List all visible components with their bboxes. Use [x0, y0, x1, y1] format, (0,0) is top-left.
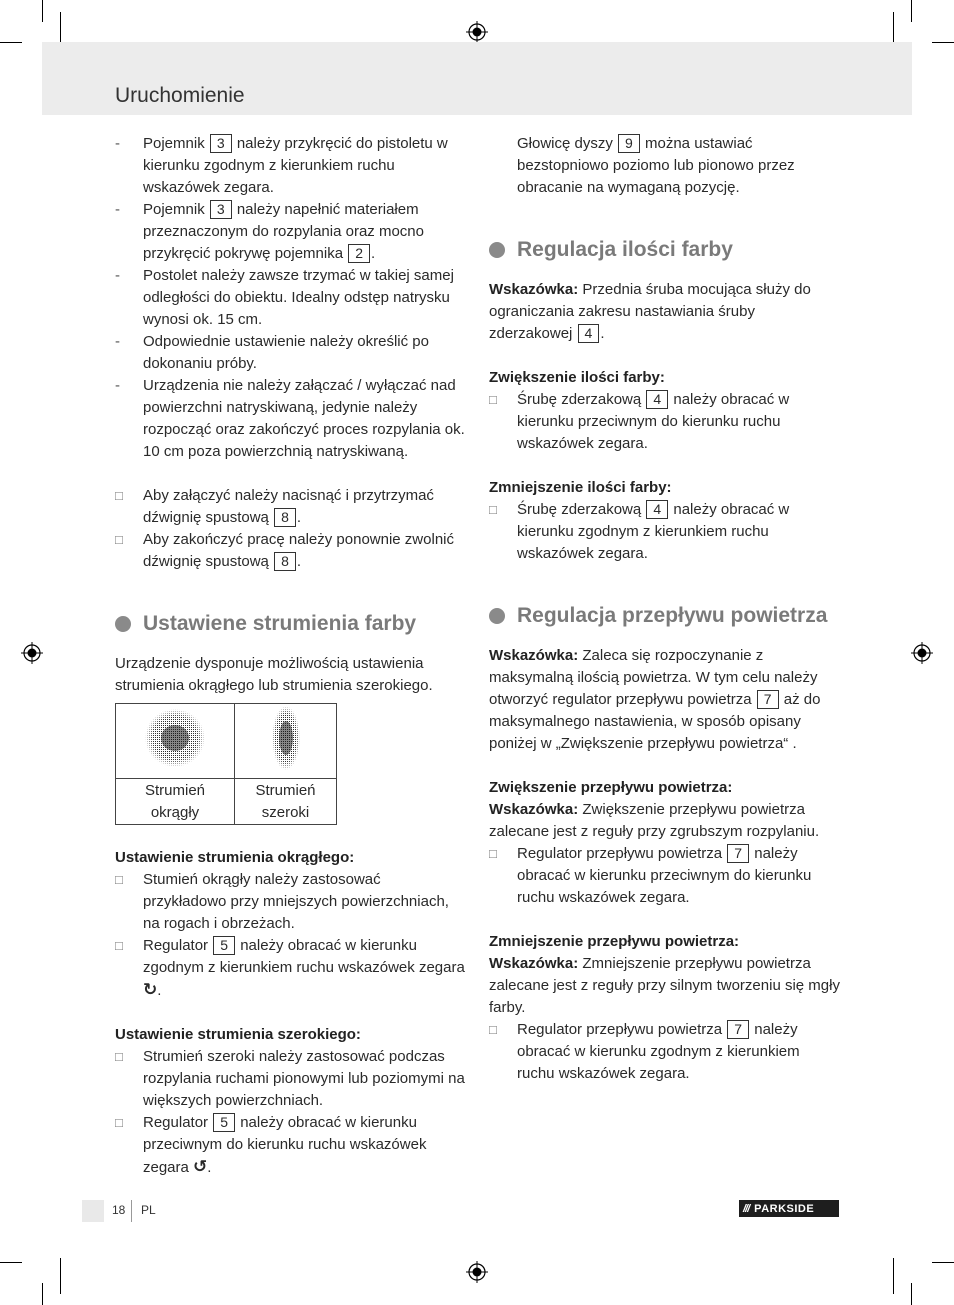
subheading: Zmniejszenie przepływu powietrza: [489, 933, 740, 950]
wide-spray-caption: Strumień szeroki [235, 779, 337, 825]
section-heading: Regulacja ilości farby [489, 239, 841, 261]
dash-bullet: - [115, 267, 120, 284]
note-paragraph: Wskazówka: Przednia śruba mocująca służy do ograniczania zakresu nastawiania śruby zderzakowej 4 . [489, 281, 811, 342]
crop-mark [0, 1262, 22, 1263]
section-heading: Ustawiene strumienia farby [115, 613, 467, 635]
dash-bullet: - [115, 201, 120, 218]
registration-mark-icon [21, 642, 43, 664]
wide-spray-icon [271, 705, 301, 771]
language-code: PL [141, 1203, 156, 1217]
checkbox-bullet-icon: □ [115, 488, 123, 503]
checkbox-bullet-icon: □ [115, 872, 123, 887]
checkbox-bullet-icon: □ [115, 1049, 123, 1064]
part-number: 9 [618, 134, 640, 153]
part-number: 8 [274, 508, 296, 527]
round-spray-icon [143, 707, 207, 769]
spray-pattern-table [115, 703, 337, 825]
part-number: 3 [210, 200, 232, 219]
bullet-dot-icon [489, 242, 505, 258]
nozzle-paragraph: Głowicę dyszy 9 można ustawiać bezstopniowo poziomo lub pionowo przez obracanie na wymaganą pozycję. [517, 135, 795, 196]
subheading: Ustawienie strumienia okrągłego: [115, 849, 355, 866]
counterclockwise-icon: ↺ [193, 1157, 208, 1176]
registration-mark-icon [911, 642, 933, 664]
part-number: 7 [727, 1020, 749, 1039]
list-item: □ Aby załączyć należy nacisnąć i przytrzymać dźwignię spustową 8 . [115, 487, 434, 526]
footer-tab [82, 1200, 104, 1222]
brand-stripes: /// [743, 1202, 750, 1215]
list-item: - Urządzenia nie należy załączać / wyłączać nad powierzchni natryskiwaną, jedynie należy rozpocząć oraz zakończyć proces rozpylania ok. 10 cm poza powierzchnią natryskiwaną. [115, 377, 465, 460]
note-paragraph: Wskazówka: Zwiększenie przepływu powietrza zalecane jest z reguły przy zgrubszym rozpylaniu. [489, 801, 820, 840]
brand-name: PARKSIDE [754, 1202, 815, 1215]
checkbox-bullet-icon: □ [489, 392, 497, 407]
list-item: - Pojemnik 3 należy napełnić materiałem przeznaczonym do rozpylania oraz mocno przykręcić pokrywę pojemnika 2 . [115, 201, 424, 262]
crop-mark [911, 1283, 912, 1305]
part-number: 5 [213, 936, 235, 955]
section-intro: Urządzenie dysponuje możliwością ustawienia strumienia okrągłego lub strumienia szerokiego. [115, 655, 433, 694]
checkbox-bullet-icon: □ [115, 532, 123, 547]
part-number: 3 [210, 134, 232, 153]
list-item: □ Aby zakończyć pracę należy ponownie zwolnić dźwignię spustową 8 . [115, 531, 454, 570]
footer-divider [131, 1200, 132, 1222]
list-item: □ Regulator przepływu powietrza 7 należy obracać w kierunku zgodnym z kierunkiem ruchu wskazówek zegara. [489, 1021, 800, 1082]
bullet-dot-icon [489, 608, 505, 624]
list-item: □ Stumień okrągły należy zastosować przykładowo przy mniejszych powierzchniach, na rogach i obrzeżach. [115, 871, 449, 932]
list-item: - Pojemnik 3 należy przykręcić do pistoletu w kierunku zgodnym z kierunkiem ruchu wskazówek zegara. [115, 135, 448, 196]
crop-mark [42, 1283, 43, 1305]
part-number: 8 [274, 552, 296, 571]
list-item: □ Regulator 5 należy obracać w kierunku zgodnym z kierunkiem ruchu wskazówek zegara ↻. [115, 937, 465, 999]
part-number: 5 [213, 1113, 235, 1132]
part-number: 2 [348, 244, 370, 263]
crop-mark [60, 1258, 61, 1294]
crop-mark [0, 42, 22, 43]
part-number: 4 [646, 500, 668, 519]
list-item: □ Śrubę zderzakową 4 należy obracać w kierunku przeciwnym do kierunku ruchu wskazówek zegara. [489, 391, 790, 452]
list-item: □ Regulator 5 należy obracać w kierunku przeciwnym do kierunku ruchu wskazówek zegara ↺. [115, 1114, 427, 1176]
page-number: 18 [112, 1203, 126, 1217]
note-paragraph: Wskazówka: Zaleca się rozpoczynanie z maksymalną ilością powietrza. W tym celu należy otworzyć regulator przepływu powietrza 7 aż do maksymalnego nastawienia, w sposób opisany poniżej w „Zwiększenie przepływu powietrza“ . [489, 647, 821, 752]
list-item: □ Strumień szeroki należy zastosować podczas rozpylania ruchami pionowymi lub poziomymi na większych powierzchniach. [115, 1048, 465, 1109]
wide-spray-image [235, 704, 337, 779]
left-column [115, 133, 467, 1179]
subheading: Zwiększenie przepływu powietrza: [489, 779, 733, 796]
note-paragraph: Wskazówka: Zmniejszenie przepływu powietrza zalecane jest z reguły przy silnym tworzeniu się mgły farby. [489, 955, 840, 1016]
crop-mark [42, 0, 43, 22]
subheading: Zmniejszenie ilości farby: [489, 479, 672, 496]
list-item: - Odpowiednie ustawienie należy określić po dokonaniu próby. [115, 333, 429, 372]
crop-mark [893, 1258, 894, 1294]
right-column [489, 133, 841, 1085]
subheading: Zwiększenie ilości farby: [489, 369, 665, 386]
checkbox-bullet-icon: □ [489, 502, 497, 517]
list-item: □ Regulator przepływu powietrza 7 należy obracać w kierunku przeciwnym do kierunku ruchu wskazówek zegara. [489, 845, 812, 906]
section-heading: Regulacja przepływu powietrza [489, 605, 841, 627]
crop-mark [932, 42, 954, 43]
list-item: □ Śrubę zderzakową 4 należy obracać w kierunku zgodnym z kierunkiem ruchu wskazówek zegara. [489, 501, 790, 562]
dash-bullet: - [115, 135, 120, 152]
checkbox-bullet-icon: □ [489, 1022, 497, 1037]
part-number: 7 [727, 844, 749, 863]
part-number: 4 [646, 390, 668, 409]
part-number: 7 [757, 690, 779, 709]
checkbox-bullet-icon: □ [489, 846, 497, 861]
registration-mark-icon [466, 1261, 488, 1283]
dash-bullet: - [115, 377, 120, 394]
crop-mark [911, 0, 912, 22]
crop-mark [932, 1262, 954, 1263]
clockwise-icon: ↻ [143, 980, 158, 999]
checkbox-bullet-icon: □ [115, 938, 123, 953]
brand-logo [739, 1200, 839, 1217]
dash-bullet: - [115, 333, 120, 350]
round-spray-caption: Strumień okrągły [116, 779, 235, 825]
checkbox-bullet-icon: □ [115, 1115, 123, 1130]
round-spray-image [116, 704, 235, 779]
bullet-dot-icon [115, 616, 131, 632]
part-number: 4 [578, 324, 600, 343]
subheading: Ustawienie strumienia szerokiego: [115, 1026, 361, 1043]
page-title: Uruchomienie [115, 84, 245, 107]
registration-mark-icon [466, 21, 488, 43]
list-item: - Postolet należy zawsze trzymać w takiej samej odległości do obiektu. Idealny odstęp natrysku wynosi ok. 15 cm. [115, 267, 454, 328]
